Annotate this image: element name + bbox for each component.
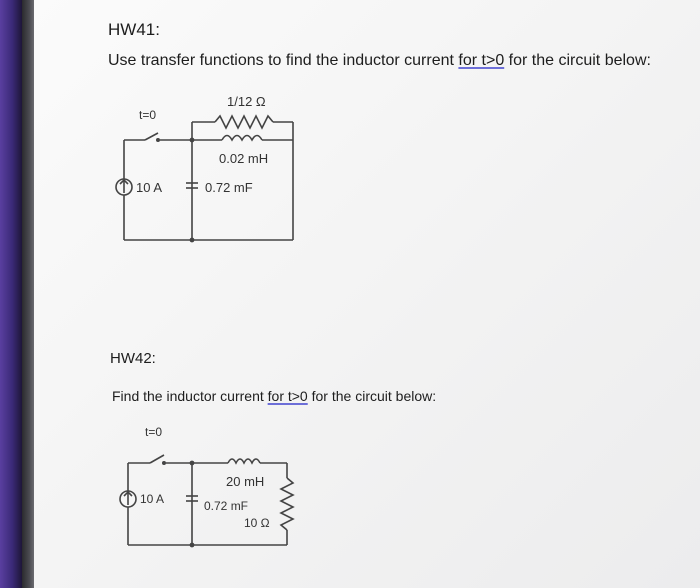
hw41-prompt-start: Use transfer functions to find the inductor current: [108, 52, 459, 69]
hw42-switch-label: t=0: [145, 425, 163, 439]
hw42-capacitor-label: 0.72 mF: [204, 499, 249, 513]
hw42-resistor-label: 10 Ω: [244, 516, 270, 530]
hw41-prompt-end: for the circuit below:: [504, 52, 651, 69]
hw41-title: HW41:: [108, 20, 160, 39]
hw41-resistor-label: 1/12 Ω: [227, 94, 266, 109]
hw41-capacitor-label: 0.72 mF: [205, 180, 253, 195]
hw42-prompt-start: Find the inductor current: [112, 388, 268, 404]
hw42-prompt-end: for the circuit below:: [307, 388, 437, 404]
hw41-source-label: 10 A: [136, 180, 163, 195]
hw41-switch-label: t=0: [139, 108, 157, 122]
hw42-inductor-label: 20 mH: [226, 474, 265, 489]
hw42-title: HW42:: [110, 350, 156, 367]
hw41-prompt-underlined: for t>0: [458, 52, 505, 69]
hw41-inductor-label: 0.02 mH: [219, 151, 269, 166]
hw42-source-label: 10 A: [140, 492, 165, 506]
hw42-prompt-underlined: for t>0: [267, 388, 308, 404]
